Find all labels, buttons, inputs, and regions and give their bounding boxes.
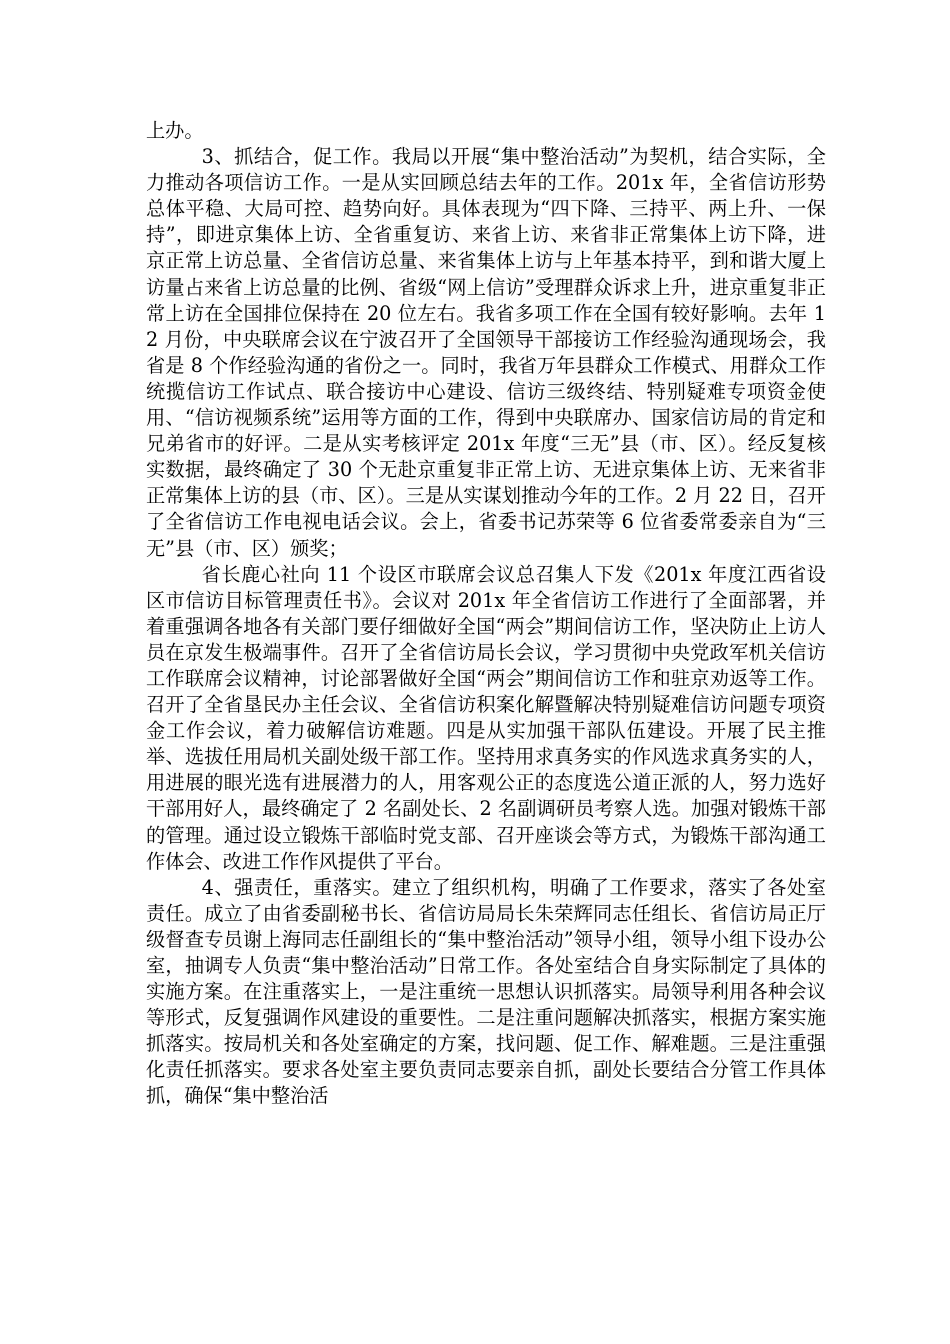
- paragraph-governor: 省长鹿心社向 11 个设区市联席会议总召集人下发《201x 年度江西省设区市信访目标管理责任书》。会议对 201x 年全省信访工作进行了全面部署，并着重强调各地各有关部门要仔细做好全国“两会”期间信访工作，坚决防止上访人员在京发生极端事件。召开了全省信访局长会议，学习贯彻中央党政军机关信访工作联席会议精神，讨论部署做好全国“两会”期间信访工作和驻京劝返等工作。召开了全省垦民办主任会议、全省信访积案化解暨解决特别疑难信访问题专项资金工作会议，着力破解信访难题。四是从实加强干部队伍建设。开展了民主推举、选拔任用局机关副处级干部工作。坚持用求真务实的作风选求真务实的人，用进展的眼光选有进展潜力的人，用客观公正的态度选公道正派的人，努力选好干部用好人，最终确定了 2 名副处长、2 名副调研员考察人选。加强对锻炼干部的管理。通过设立锻炼干部临时党支部、召开座谈会等方式，为锻炼干部沟通工作体会、改进工作作风提供了平台。: [146, 562, 826, 873]
- document-page: [146, 118, 826, 1110]
- paragraph-item-3: 3、抓结合，促工作。我局以开展“集中整治活动”为契机，结合实际，全力推动各项信访工作。一是从实回顾总结去年的工作。201x 年，全省信访形势总体平稳、大局可控、趋势向好。具体表现为“四下降、三持平、两上升、一保持”，即进京集体上访、全省重复访、来省上访、来省非正常集体上访下降，进京正常上访总量、全省信访总量、来省集体上访与上年基本持平，到和谐大厦上访量占来省上访总量的比例、省级“网上信访”受理群众诉求上升，进京重复非正常上访在全国排位保持在 20 位左右。我省多项工作在全国有较好影响。去年 12 月份，中央联席会议在宁波召开了全国领导干部接访工作经验沟通现场会，我省是 8 个作经验沟通的省份之一。同时，我省万年县群众工作模式、用群众工作统揽信访工作试点、联合接访中心建设、信访三级终结、特别疑难专项资金使用、“信访视频系统”运用等方面的工作，得到中央联席办、国家信访局的肯定和兄弟省市的好评。二是从实考核评定 201x 年度“三无”县（市、区）。经反复核实数据，最终确定了 30 个无赴京重复非正常上访、无进京集体上访、无来省非正常集体上访的县（市、区）。三是从实谋划推动今年的工作。2 月 22 日，召开了全省信访工作电视电话会议。会上，省委书记苏荣等 6 位省委常委亲自为“三无”县（市、区）颁奖；: [146, 145, 826, 560]
- paragraph-continuation: 上办。: [146, 119, 204, 142]
- paragraph-item-4: 4、强责任，重落实。建立了组织机构，明确了工作要求，落实了各处室责任。成立了由省委副秘书长、省信访局局长朱荣辉同志任组长、省信访局正厅级督查专员谢上海同志任副组长的“集中整治活动”领导小组，领导小组下设办公室，抽调专人负责“集中整治活动”日常工作。各处室结合自身实际制定了具体的实施方案。在注重落实上，一是注重统一思想认识抓落实。局领导利用各种会议等形式，反复强调作风建设的重要性。二是注重问题解决抓落实，根据方案实施抓落实。按局机关和各处室确定的方案，找问题、促工作、解难题。三是注重强化责任抓落实。要求各处室主要负责同志要亲自抓，副处长要结合分管工作具体抓，确保“集中整治活: [146, 875, 826, 1108]
